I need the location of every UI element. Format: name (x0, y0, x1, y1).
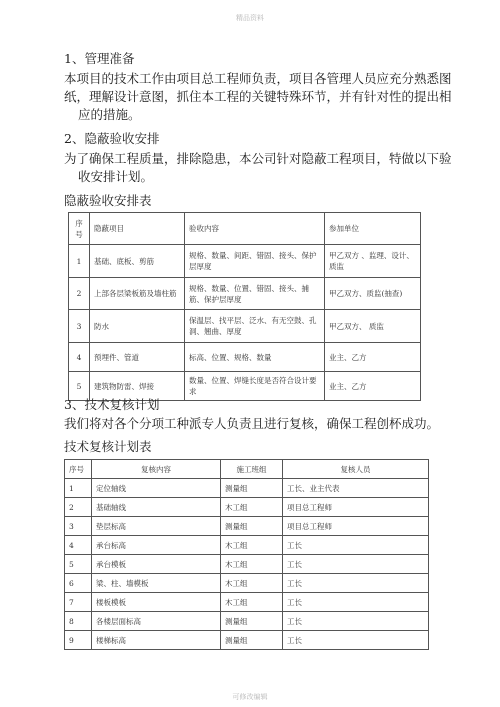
row-item: 建筑物防雷、焊接 (90, 372, 185, 401)
page-footer: 可修改编辑 (232, 693, 268, 701)
row-item: 防水 (90, 310, 185, 343)
row-number: 1 (65, 479, 92, 498)
row-team: 木工组 (221, 536, 283, 555)
row-item: 基础、底板、剪筋 (90, 245, 185, 278)
row-units: 甲乙双方、 质监 (325, 310, 421, 343)
section3-paragraph (64, 415, 440, 433)
page-header: 精品资料 (236, 14, 264, 22)
row-team: 木工组 (221, 574, 283, 593)
row-team: 测量组 (221, 517, 283, 536)
row-number: 3 (65, 517, 92, 536)
paragraph-line: 应的措施。 (78, 107, 141, 122)
section2-paragraph (64, 150, 452, 186)
paragraph-line: 纸，理解设计意图，抓住本工程的关键特殊环节，并有针对性的提出相 (64, 89, 452, 104)
table-row (65, 536, 429, 555)
row-content: 规格、数量、间距、错固、接头、保护层厚度 (185, 245, 325, 278)
row-team: 木工组 (221, 555, 283, 574)
table-row (65, 517, 429, 536)
row-person: 工长、业主代表 (283, 479, 429, 498)
row-team: 测量组 (221, 612, 283, 631)
row-content: 基础轴线 (92, 498, 221, 517)
section1-heading: 1、管理准备 (64, 51, 135, 66)
row-person: 工长 (283, 593, 429, 612)
header-cell: 施工班组 (221, 460, 283, 479)
table-row (65, 498, 429, 517)
row-number: 2 (65, 498, 92, 517)
header-cell: 验收内容 (185, 213, 325, 245)
row-item: 上部各层梁板筋及墙柱筋 (90, 278, 185, 310)
paragraph-line: 收安排计划。 (78, 169, 154, 184)
table-row (65, 612, 429, 631)
section1-paragraph (64, 70, 452, 124)
technical-review-table (64, 459, 429, 650)
row-content: 承台标高 (92, 536, 221, 555)
header-cell: 隐蔽项目 (90, 213, 185, 245)
table-header-row (69, 213, 421, 245)
table-row (65, 593, 429, 612)
table-row (65, 479, 429, 498)
row-units: 业主、乙方 (325, 343, 421, 372)
table2-title: 技术复核计划表 (64, 439, 152, 454)
table-row (65, 631, 429, 650)
header-cell: 复核内容 (92, 460, 221, 479)
table-row (69, 310, 421, 343)
row-units: 甲乙双方 、监理、设计、质监 (325, 245, 421, 278)
concealed-inspection-table (68, 212, 421, 401)
row-team: 木工组 (221, 593, 283, 612)
table-row (65, 555, 429, 574)
row-content: 垫层标高 (92, 517, 221, 536)
row-content: 定位轴线 (92, 479, 221, 498)
row-content: 各楼层面标高 (92, 612, 221, 631)
row-content: 数量、位置、焊缝长度是否符合设计要求 (185, 372, 325, 401)
row-number: 4 (65, 536, 92, 555)
paragraph-line: 为了确保工程质量，排除隐患，本公司针对隐蔽工程项目，特做以下验 (64, 151, 452, 166)
row-number: 5 (69, 372, 90, 401)
row-number: 7 (65, 593, 92, 612)
row-person: 项目总工程师 (283, 517, 429, 536)
row-content: 标高、位置、规格、数量 (185, 343, 325, 372)
row-content: 保温层、找平层、泛水、有无空鼓、孔洞、翘曲、厚度 (185, 310, 325, 343)
paragraph-line: 我们将对各个分项工种派专人负责且进行复核，确保工程创杯成功。 (64, 416, 440, 431)
row-number: 2 (69, 278, 90, 310)
row-person: 工长 (283, 555, 429, 574)
table1-title: 隐蔽验收安排表 (64, 193, 152, 208)
header-cell: 序号 (69, 213, 90, 245)
row-units: 业主、乙方 (325, 372, 421, 401)
row-number: 4 (69, 343, 90, 372)
row-content: 承台模板 (92, 555, 221, 574)
row-units: 甲乙双方、质监(抽查) (325, 278, 421, 310)
row-person: 工长 (283, 574, 429, 593)
header-cell: 复核人员 (283, 460, 429, 479)
table-row (69, 343, 421, 372)
table-row (65, 574, 429, 593)
table-row (69, 245, 421, 278)
row-team: 测量组 (221, 479, 283, 498)
row-content: 梁、柱、墙模板 (92, 574, 221, 593)
row-team: 测量组 (221, 631, 283, 650)
row-person: 工长 (283, 536, 429, 555)
row-content: 楼板模板 (92, 593, 221, 612)
row-content: 楼梯标高 (92, 631, 221, 650)
row-number: 8 (65, 612, 92, 631)
row-content: 规格、数量、位置、错固、接头、捕筋、保护层厚度 (185, 278, 325, 310)
row-number: 6 (65, 574, 92, 593)
row-person: 工长 (283, 631, 429, 650)
section2-heading: 2、隐蔽验收安排 (64, 131, 160, 146)
row-number: 1 (69, 245, 90, 278)
header-cell: 序号 (65, 460, 92, 479)
row-number: 5 (65, 555, 92, 574)
row-person: 项目总工程师 (283, 498, 429, 517)
table-header-row (65, 460, 429, 479)
row-person: 工长 (283, 612, 429, 631)
section3-heading: 3、技术复核计划 (64, 397, 160, 412)
row-number: 3 (69, 310, 90, 343)
row-number: 9 (65, 631, 92, 650)
table-row (69, 278, 421, 310)
row-team: 木工组 (221, 498, 283, 517)
row-item: 预埋件、管道 (90, 343, 185, 372)
paragraph-line: 本项目的技术工作由项目总工程师负责，项目各管理人员应充分熟悉图 (64, 71, 452, 86)
header-cell: 参加单位 (325, 213, 421, 245)
